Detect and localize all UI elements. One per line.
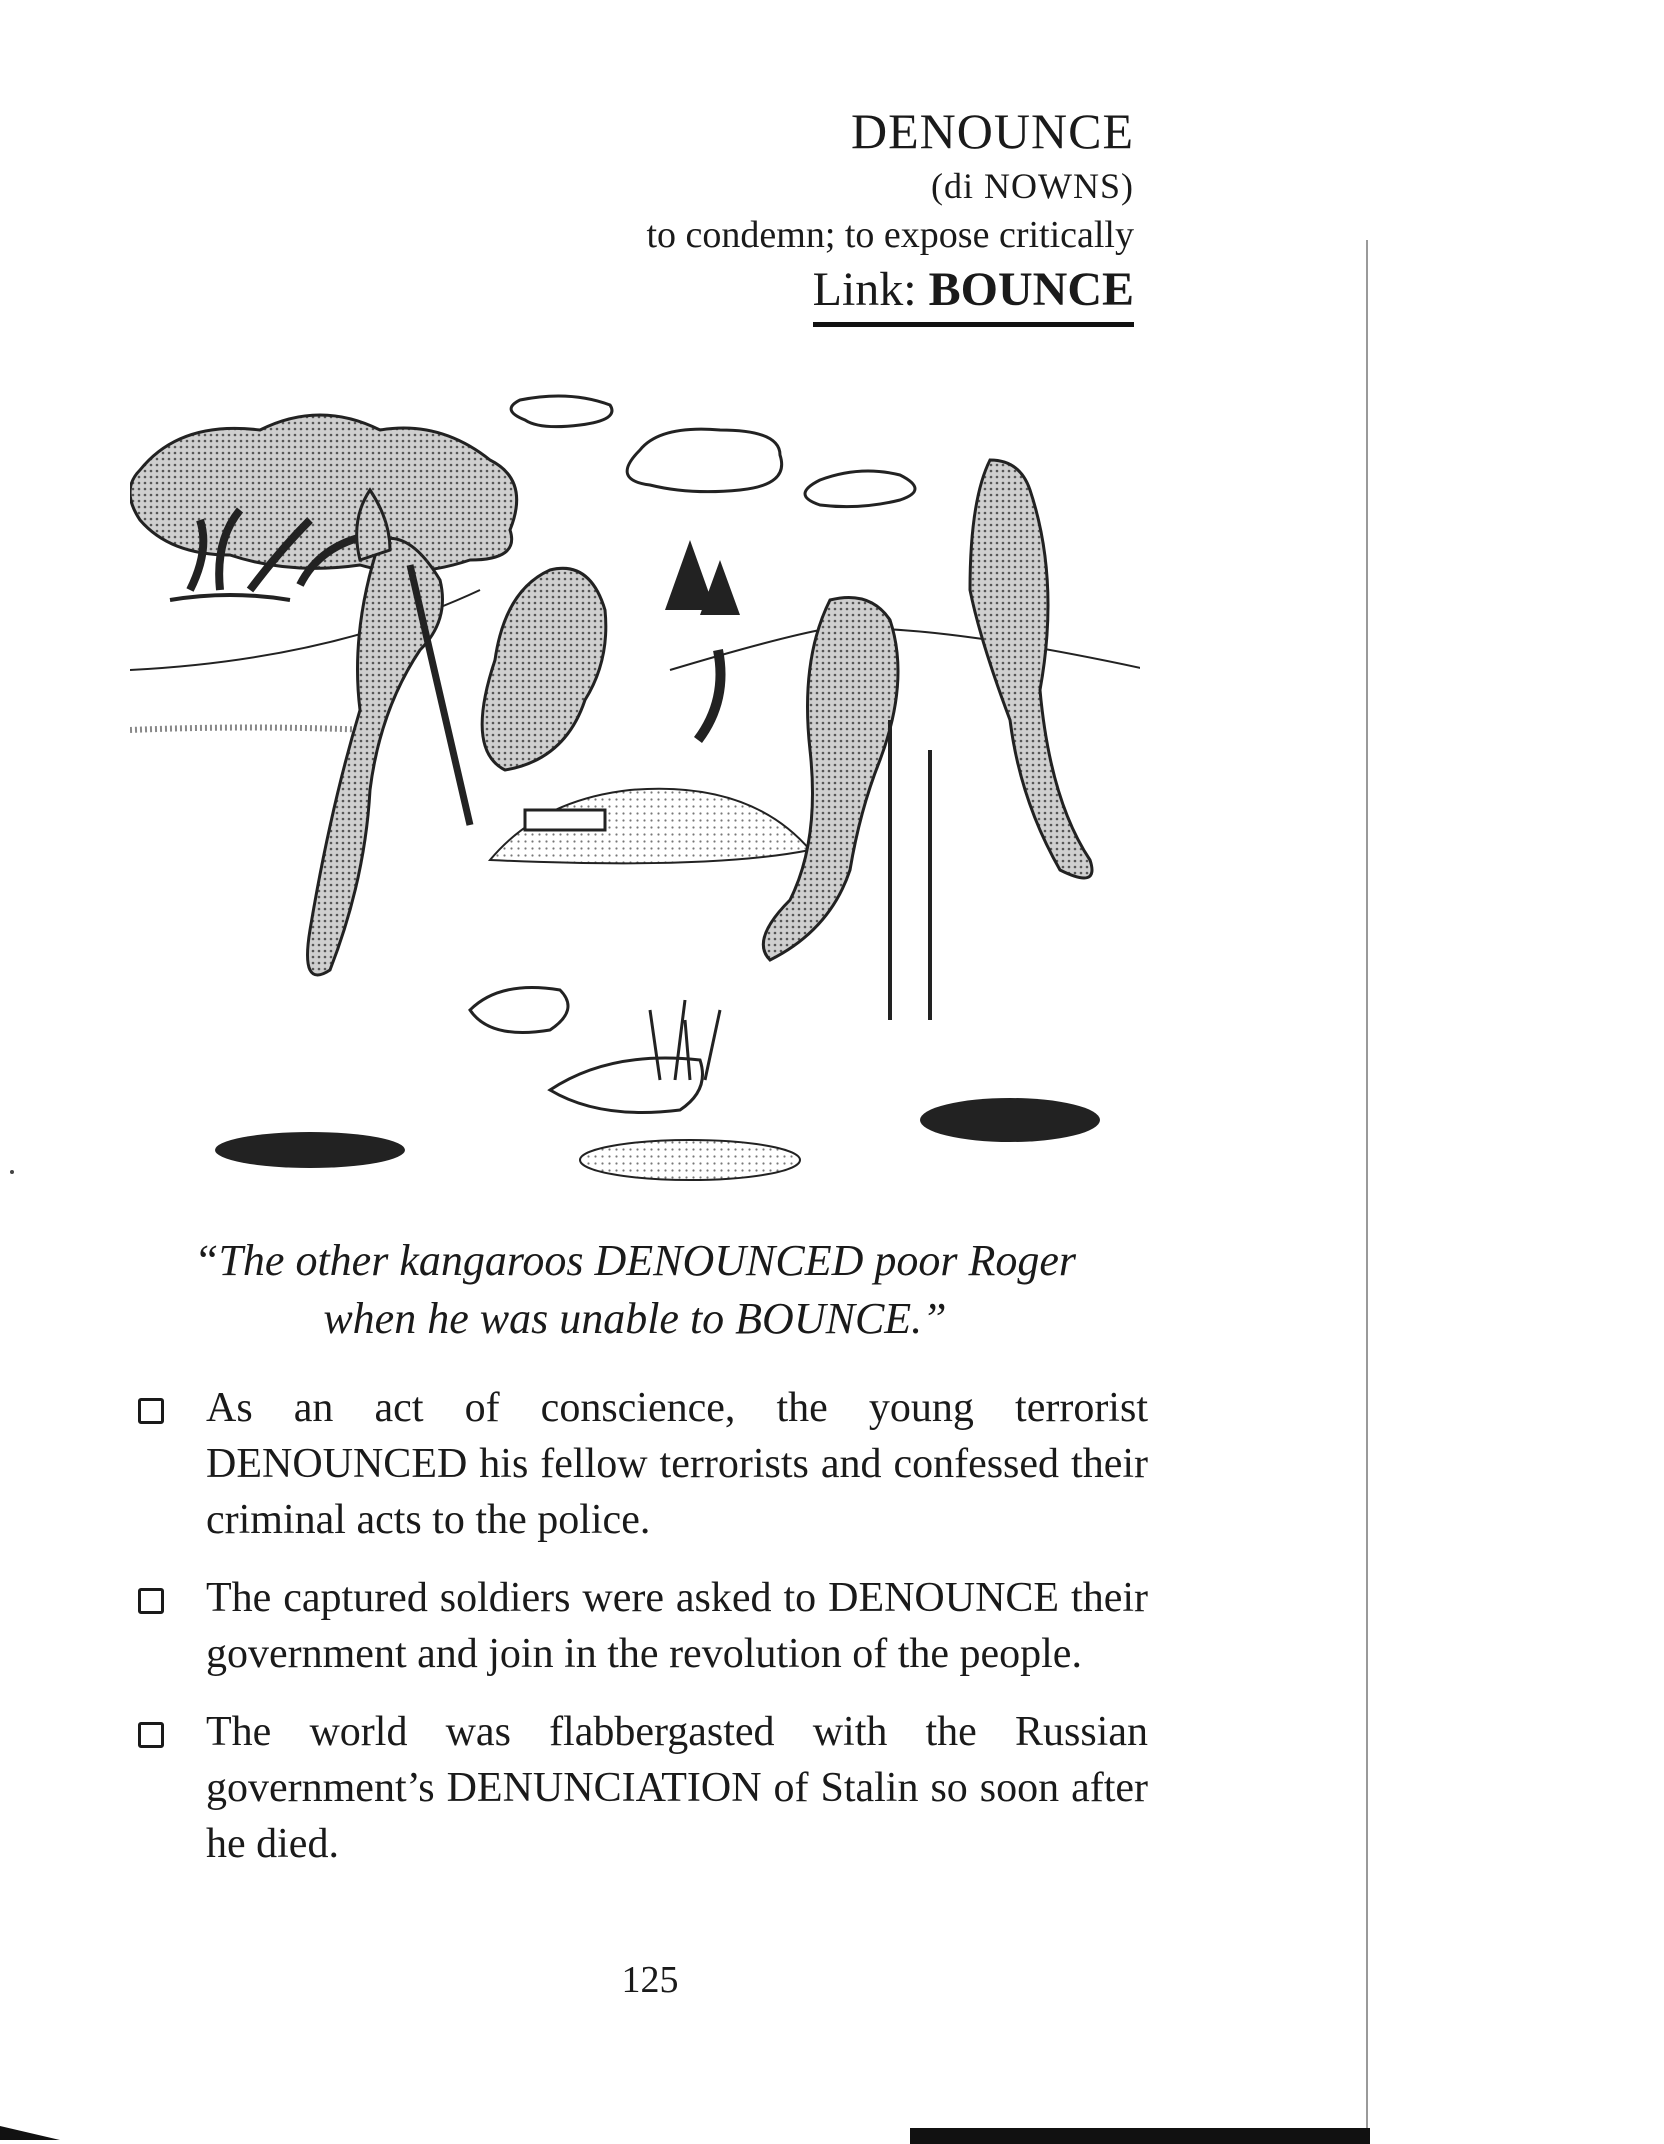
pronunciation: (di NOWNS) — [931, 166, 1134, 206]
link-label: Link: — [812, 263, 917, 316]
example-list — [138, 1380, 1148, 1894]
kangaroo-illustration — [130, 390, 1140, 1210]
page-edge-line — [1366, 240, 1368, 2130]
illustration-caption — [130, 1232, 1140, 1348]
definition: to condemn; to expose critically — [646, 214, 1134, 256]
caption-line-1: “The other kangaroos DENOUNCED poor Roger — [193, 1236, 1077, 1285]
caption-line-2: when he was unable to BOUNCE.” — [323, 1294, 947, 1343]
page-number: 125 — [621, 1959, 679, 2001]
example-text: As an act of conscience, the young terrorist DENOUNCED his fellow terrorists and confessed their criminal acts to the police. — [206, 1385, 1148, 1543]
example-item — [138, 1570, 1148, 1682]
link-line — [813, 260, 1134, 327]
scan-speck — [10, 1170, 14, 1174]
checkbox-icon — [138, 1722, 164, 1748]
example-text: The world was flabbergasted with the Russian government’s DENUNCIATION of Stalin so soon after he died. — [206, 1709, 1148, 1867]
checkbox-icon — [138, 1398, 164, 1424]
example-item — [138, 1380, 1148, 1548]
entry-word: DENOUNCE — [851, 103, 1134, 159]
entry-header — [646, 100, 1134, 327]
example-item — [138, 1704, 1148, 1872]
page-bottom-edge — [910, 2128, 1370, 2144]
link-word: BOUNCE — [928, 263, 1134, 316]
corner-mark — [0, 2120, 60, 2142]
checkbox-icon — [138, 1588, 164, 1614]
example-text: The captured soldiers were asked to DENOUNCE their government and join in the revolution of the people. — [206, 1575, 1148, 1677]
